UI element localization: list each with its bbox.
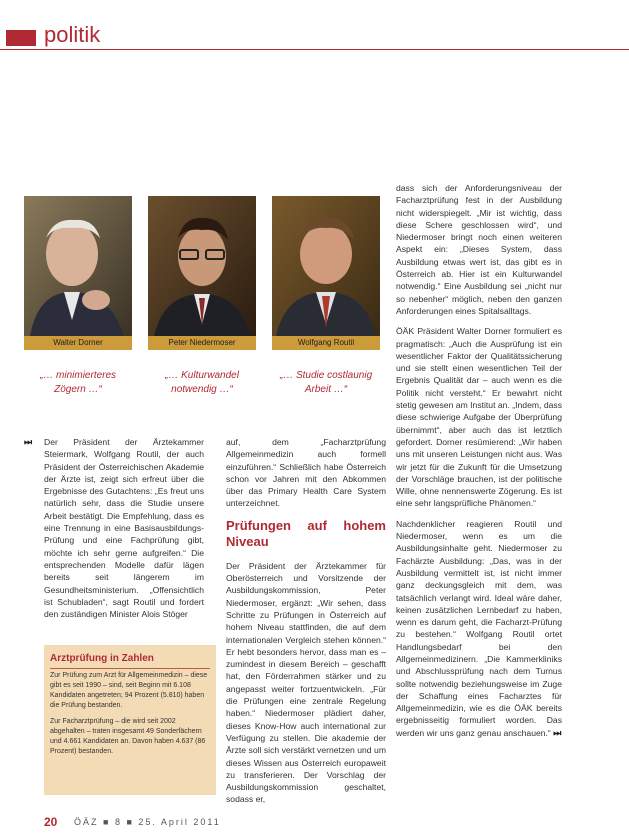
page-footer <box>0 805 629 838</box>
info-box-rule <box>50 668 210 669</box>
person-quote-dorner: „… minimierteres Zögern …“ <box>39 370 117 395</box>
portrait-photo-niedermoser <box>148 196 256 336</box>
info-box-body <box>50 671 210 763</box>
person-quote-routil: „… Studie costlaunig Arbeit …“ <box>279 370 373 395</box>
portrait-card-niedermoser <box>148 196 256 424</box>
article-end-mark: ⏭ <box>553 727 562 738</box>
column3-paragraph-text: Nachdenklicher reagieren Routil und Niedermoser, wenn es um die Ausbildungsinhalte geht. Niedermoser zu Fachärzte Ausbildung: „Das, was in der Ausbildung vermittelt ist, ist nicht immer ganz deckungsgleich mit dem, was tatsächlich verlangt wird. Ideal wäre daher, keinen zusätzlichen Lernbedarf zu haben, wenn es darum geht, die Facharzt-Prüfung zu bestehen.“ Wolfgang Routil ortet Handlungsbedarf bei den Allgemeinmedizinern. „Die Kammerkliniks und Abschlussprüfung nach dem Turnus sollte notwendig beziehungsweise im Zuge der Schaffung eines Facharztes für Allgemeinmedizin, wie es die ÖÄK bereits ergebnisseitig formuliert worden. Das werden wir uns ganz genau anschauen.“ <box>396 518 562 738</box>
section-color-mark <box>6 30 36 46</box>
article-column-2 <box>226 436 386 814</box>
portrait-photo-dorner <box>24 196 132 336</box>
portrait-card-routil <box>272 196 380 424</box>
person-name-dorner: Walter Dorner <box>24 336 132 350</box>
page-header <box>0 0 629 60</box>
column3-paragraph <box>396 518 562 739</box>
info-box-paragraph: Zur Prüfung zum Arzt für Allgemeinmedizin – diese gibt es seit 1990 – sind, seit Beginn mit 6.108 Kandidaten angetreten; 94 Prozent (5.810) haben die Prüfung bestanden. <box>50 672 208 709</box>
article-start-mark: ⏭ <box>24 437 33 447</box>
page-number: 20 <box>44 815 58 829</box>
column2-intro: auf, dem „Facharztprüfung Allgemeinmedizin auch formell einzuführen.“ Schließlich habe Österreich schon vor Jahren mit den Abkommen über das Primary Health Care System unterzeichnet. <box>226 437 386 509</box>
info-box-paragraph: Zur Facharztprüfung – die wird seit 2002 abgehalten – traten insgesamt 49 Sonderfächern und 4.661 Kandidaten an. Davon haben 4.637 (86 Prozent) bestanden. <box>50 718 206 755</box>
column3-paragraph: ÖÄK Präsident Walter Dorner formuliert es pragmatisch: „Auch die Ausprüfung ist ein wesentlicher Faktor der Qualitätssicherung und sie stellt einen wesentlichen Teil der Ergebnis Qualität dar – auch wenn es die Politik nicht versteht.“ Er bewahrt nicht stetig gewesen am Institut an. „Indem, dass diese schwierige Aufgabe der Überprüfung übernimmt“, aber auch das ist letztlich gefordert. Dorner resümierend: „Wir haben uns mit unseren Leistungen nicht aus. Was wir jetzt für die Zukunft für die Umsetzung der Vorschläge brauchen, ist der politische Wille, ohne nennenswerte Zögerung. Es ist eine sehr langsprüfliche Phänomen.“ <box>396 326 562 509</box>
article-column-1 <box>44 436 204 628</box>
info-box <box>44 645 216 795</box>
person-name-niedermoser: Peter Niedermoser <box>148 336 256 350</box>
portrait-card-dorner <box>24 196 132 424</box>
journal-reference: ÖÄZ ■ 8 ■ 25. April 2011 <box>74 817 221 827</box>
column2-body: Der Präsident der Ärztekammer für Oberösterreich und Vorsitzende der Ausbildungskommission, Peter Niedermoser, ergänzt: „Wir sehen, dass Schritte zu Prüfungen in Österreich auf hohem Niveau stattfinden, die auf dem internationalen Vergleich stehen können.“ Er hebt besonders hervor, dass man es – zumindest in diesem Bereich – geschafft hat, den Förderrahmen stärker und zu angepasst weiter fortzuentwickeln. „Für die Prüfungen eine zentrale Regelung haben.“ Niedermoser plädiert daher, dieses Know-How auch international zur Verfügung zu stellen. Die akademie der Ärzte soll sich verstärkt vernetzen und um dieses Wissen aus Österreich europaweit zu transferieren. Der Vorschlag der Ausbildungskommission geschaltet, sodass er, <box>226 560 386 805</box>
section-title: politik <box>44 22 101 47</box>
section-subheading: Prüfungen auf hohem Niveau <box>226 517 386 549</box>
portrait-gallery <box>24 196 380 424</box>
info-box-title: Arztprüfung in Zahlen <box>50 653 154 664</box>
portrait-photo-routil <box>272 196 380 336</box>
person-name-routil: Wolfgang Routil <box>272 336 380 350</box>
article-column-3 <box>396 182 562 747</box>
column3-paragraph: dass sich der Anforderungsniveau der Facharztprüfung fest in der Ausbildung nicht widerspiegelt. „Mir ist wichtig, dass diese Schere geschlossen wird“, und Niedermoser bringt noch einen weiteren Aspekt ein: „Dieses System, dass Ausbildung etwas wert ist, das gibt es in Österreich ab. Hier ist ein Kulturwandel notwendig.“ Eine Ausbildung sei „nicht nur so nebenher“ möglich, neben den ganzen Anforderungen eines Spitalsalltags. <box>396 183 562 316</box>
column1-paragraph: Der Präsident der Ärztekammer Steiermark, Wolfgang Routil, der auch Präsident der Österreichischen Akademie der Ärzte ist, zeigt sich erfreut über die Ergebnisse des Gutachtens: „Es freut uns natürlich sehr, dass die Studie unsere Arbeit bestätigt. Die Empfehlung, dass es eine Trennung in eine Basisausbildungs-Prüfung und eine Fachprüfung gibt, möchte ich sehr gerne aufgreifen.“ Die entsprechenden Modelle dafür lägen bereits seit längerem im Gesundheitsministerium. „Offensichtlich ist Schubladen“, sagt Routil und fordert den zuständigen Minister Alois Stöger <box>44 437 204 620</box>
person-quote-niedermoser: „… Kulturwandel notwendig …“ <box>165 370 239 395</box>
header-rule <box>0 49 629 50</box>
